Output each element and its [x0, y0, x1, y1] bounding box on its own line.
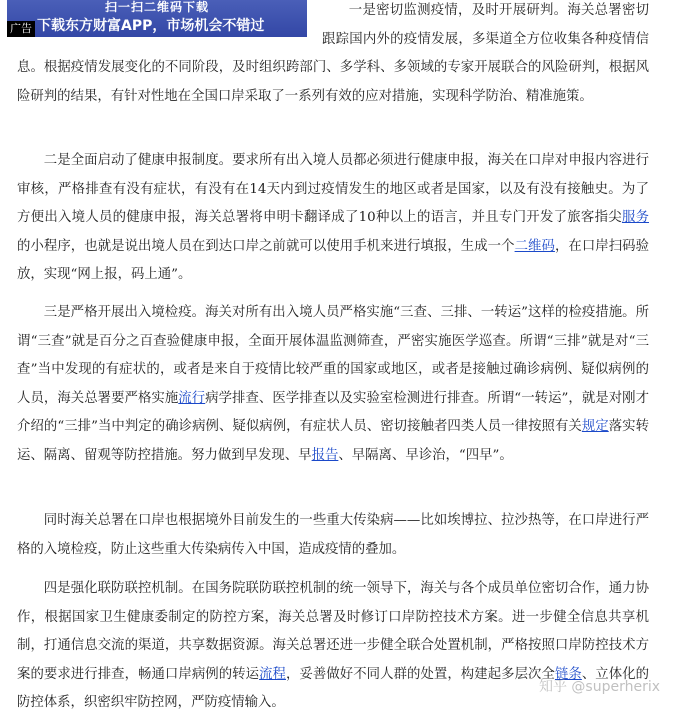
paragraph-5-text: 四是强化联防联控机制。在国务院联防联控机制的统一领导下，海关与各个成员单位密切合作，通力协作，根据国家卫生健康委制定的防控方案，海关总署及时修订口岸防控技术方案。进一步健全信息共享机制，打通信息交流的渠道，共享数据资源。海关总署还进一步健全联合处置机制，严格按照口岸防控技术方案的要求进行排查，畅通口岸病例的转运	[17, 581, 649, 682]
ad-main-text[interactable]: 下载东方财富APP，市场机会不错过	[37, 18, 265, 34]
paragraph-1-text: 一是密切监测疫情，及时开展研判。海关总署密切跟踪国内外的疫情发展，多渠道全方位收集各种疫情信息。根据疫情发展变化的不同阶段，及时组织跨部门、多学科、多领域的专家开展联合的风险研判，根据风险研判的结果，有针对性地在全国口岸采取了一系列有效的应对措施，实现科学防治、精准施策。	[17, 3, 649, 104]
paragraph-3-text: 落实转运、隔离、留观等防控措施。努力做到早发现、早	[17, 419, 650, 463]
process-link[interactable]: 流程	[259, 666, 286, 682]
paragraph-2	[17, 147, 649, 290]
chain-link[interactable]: 链条	[554, 666, 582, 682]
paragraph-3	[17, 299, 649, 470]
regulation-link[interactable]: 规定	[581, 419, 609, 434]
paragraph-4-text: 同时海关总署在口岸也根据境外目前发生的一些重大传染病——比如埃博拉、拉沙热等，在口岸进行严格的入境检疫，防止这些重大传染病传入中国，造成疫情的叠加。	[17, 513, 649, 557]
paragraph-3-text: 、早隔离、早诊治，“四早”。	[338, 447, 513, 463]
ad-tag-badge: 广告	[7, 21, 35, 37]
paragraph-5-text: 、立体化的防控体系，织密织牢防控网，严防疫情输入。	[17, 666, 650, 710]
paragraph-2-text: ，在口岸扫码验放，实现“网上报，码上通”。	[17, 238, 650, 282]
paragraph-3-text: 病学排查、医学排查以及实验室检测进行排查。所谓“一转运”，就是对刚才介绍的“三排”当中判定的确诊病例、疑似病例，有症状人员、密切接触者四类人员一律按照有关	[17, 390, 649, 434]
report-link[interactable]: 报告	[311, 447, 339, 463]
paragraph-4	[17, 507, 649, 564]
paragraph-2-text: 的小程序，也就是说出境人员在到达口岸之前就可以使用手机来进行填报，生成一个	[17, 238, 515, 254]
paragraph-5-text: ，妥善做好不同人群的处置，构建起多层次全	[285, 666, 555, 682]
paragraph-5	[17, 575, 649, 718]
epidemic-link[interactable]: 流行	[178, 390, 206, 406]
ad-banner[interactable]	[7, 0, 307, 37]
ad-top-text: 扫一扫二维码下载	[104, 0, 209, 14]
qrcode-link[interactable]: 二维码	[514, 238, 555, 254]
service-link[interactable]: 服务	[621, 210, 649, 225]
paragraph-3-text: 三是严格开展出入境检疫。海关对所有出入境人员严格实施“三查、三排、一转运”这样的检疫措施。所谓“三查”就是百分之百查验健康申报，全面开展体温监测筛查，严密实施医学巡查。所谓“三排”就是对“三查”当中发现的有症状的，或者是来自于疫情比较严重的国家或地区，或者是接触过确诊病例、疑似病例的人员，海关总署要严格实施	[17, 305, 649, 406]
watermark: 知乎 @superherix	[538, 679, 660, 695]
paragraph-2-text: 二是全面启动了健康申报制度。要求所有出入境人员都必须进行健康申报，海关在口岸对申报内容进行审核，严格排查有没有症状，有没有在14天内到过疫情发生的地区或者是国家，以及有没有接触史。为了方便出入境人员的健康申报，海关总署将申明卡翻译成了10种以上的语言，并且专门开发了旅客指尖	[17, 153, 649, 225]
